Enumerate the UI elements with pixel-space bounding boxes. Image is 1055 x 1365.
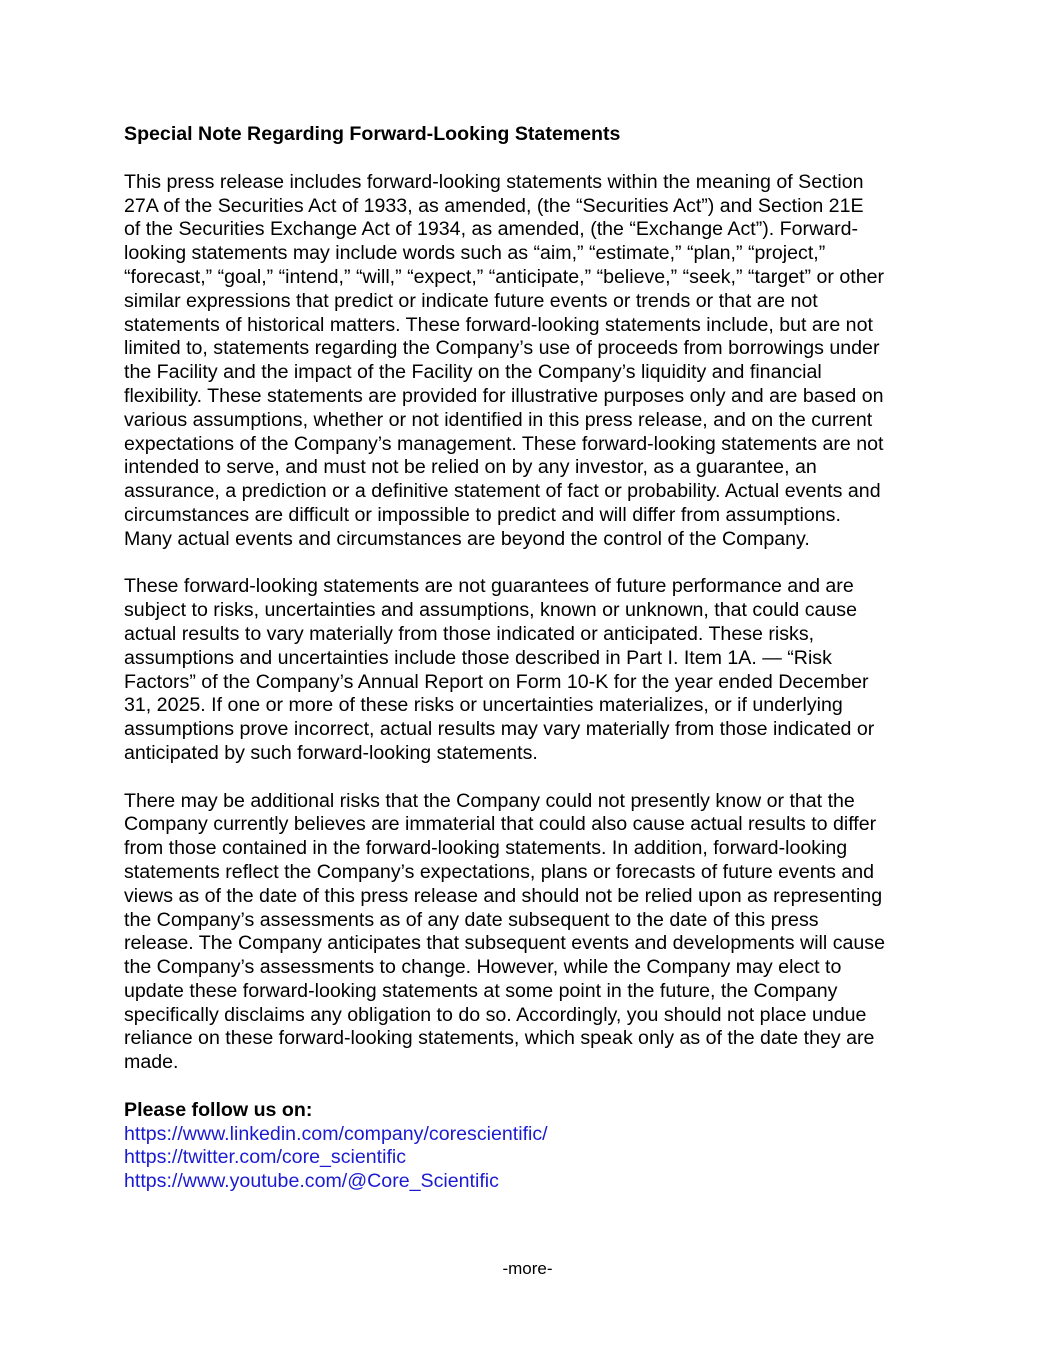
text-line: These forward-looking statements are not guarantees of future performance and are bbox=[124, 575, 854, 598]
text-line: assumptions and uncertainties include those described in Part I. Item 1A. — “Risk bbox=[124, 646, 832, 669]
text-line: reliance on these forward-looking statements, which speak only as of the date they are bbox=[124, 1027, 875, 1050]
text-line: update these forward-looking statements at some point in the future, the Company bbox=[124, 979, 838, 1002]
twitter-link[interactable]: https://twitter.com/core_scientific bbox=[124, 1146, 407, 1169]
body-paragraphs bbox=[124, 171, 936, 1075]
text-line: statements of historical matters. These forward-looking statements include, but are not bbox=[124, 313, 873, 336]
page-continuation-marker: -more- bbox=[502, 1259, 553, 1278]
text-line: views as of the date of this press release and should not be relied upon as representing bbox=[124, 884, 883, 907]
text-line: anticipated by such forward-looking statements. bbox=[124, 741, 538, 764]
text-line: Many actual events and circumstances are beyond the control of the Company. bbox=[124, 527, 810, 550]
text-line: “forecast,” “goal,” “intend,” “will,” “expect,” “anticipate,” “believe,” “seek,” “target” or other bbox=[124, 265, 885, 288]
text-line: expectations of the Company’s management. These forward-looking statements are not bbox=[124, 432, 884, 455]
text-line: similar expressions that predict or indicate future events or trends or that are not bbox=[124, 289, 818, 312]
text-line: There may be additional risks that the Company could not presently know or that the bbox=[124, 789, 855, 812]
text-line: 27A of the Securities Act of 1933, as amended, (the “Securities Act”) and Section 21E bbox=[124, 194, 864, 217]
text-line: flexibility. These statements are provided for illustrative purposes only and are based on bbox=[124, 384, 884, 407]
text-line: subject to risks, uncertainties and assumptions, known or unknown, that could cause bbox=[124, 599, 857, 622]
text-line: looking statements may include words such as “aim,” “estimate,” “plan,” “project,” bbox=[124, 242, 826, 265]
text-line: various assumptions, whether or not identified in this press release, and on the current bbox=[124, 408, 873, 431]
document-page bbox=[124, 123, 936, 1194]
text-line: 31, 2025. If one or more of these risks or uncertainties materializes, or if underlying bbox=[124, 694, 843, 717]
text-line: from those contained in the forward-looking statements. In addition, forward-looking bbox=[124, 837, 848, 860]
text-line: Factors” of the Company’s Annual Report on Form 10-K for the year ended December bbox=[124, 670, 869, 693]
body-paragraph bbox=[124, 171, 936, 552]
text-line: This press release includes forward-looking statements within the meaning of Section bbox=[124, 170, 864, 193]
text-line: the Company’s assessments to change. However, while the Company may elect to bbox=[124, 956, 842, 979]
body-paragraph bbox=[124, 790, 936, 1076]
text-line: release. The Company anticipates that subsequent events and developments will cause bbox=[124, 932, 885, 955]
text-line: the Facility and the impact of the Facility on the Company’s liquidity and financial bbox=[124, 361, 822, 384]
text-line: the Company’s assessments as of any date subsequent to the date of this press bbox=[124, 908, 819, 931]
text-line: intended to serve, and must not be relied on by any investor, as a guarantee, an bbox=[124, 456, 817, 479]
text-line: actual results to vary materially from those indicated or anticipated. These risks, bbox=[124, 622, 815, 645]
follow-section bbox=[124, 1099, 936, 1194]
follow-title: Please follow us on: bbox=[124, 1098, 313, 1121]
text-line: statements reflect the Company’s expectations, plans or forecasts of future events and bbox=[124, 860, 875, 883]
text-line: circumstances are difficult or impossible to predict and will differ from assumptions. bbox=[124, 503, 841, 526]
text-line: Company currently believes are immaterial that could also cause actual results to differ bbox=[124, 813, 877, 836]
linkedin-link[interactable]: https://www.linkedin.com/company/corescientific/ bbox=[124, 1122, 548, 1145]
body-paragraph bbox=[124, 575, 936, 765]
youtube-link[interactable]: https://www.youtube.com/@Core_Scientific bbox=[124, 1170, 499, 1193]
text-line: made. bbox=[124, 1051, 179, 1074]
text-line: of the Securities Exchange Act of 1934, as amended, (the “Exchange Act”). Forward- bbox=[124, 218, 859, 241]
text-line: assumptions prove incorrect, actual results may vary materially from those indicated or bbox=[124, 718, 875, 741]
text-line: specifically disclaims any obligation to do so. Accordingly, you should not place undue bbox=[124, 1003, 867, 1026]
text-line: limited to, statements regarding the Company’s use of proceeds from borrowings under bbox=[124, 337, 880, 360]
section-heading: Special Note Regarding Forward-Looking Statements bbox=[124, 123, 621, 145]
text-line: assurance, a prediction or a definitive statement of fact or probability. Actual events and bbox=[124, 480, 881, 503]
